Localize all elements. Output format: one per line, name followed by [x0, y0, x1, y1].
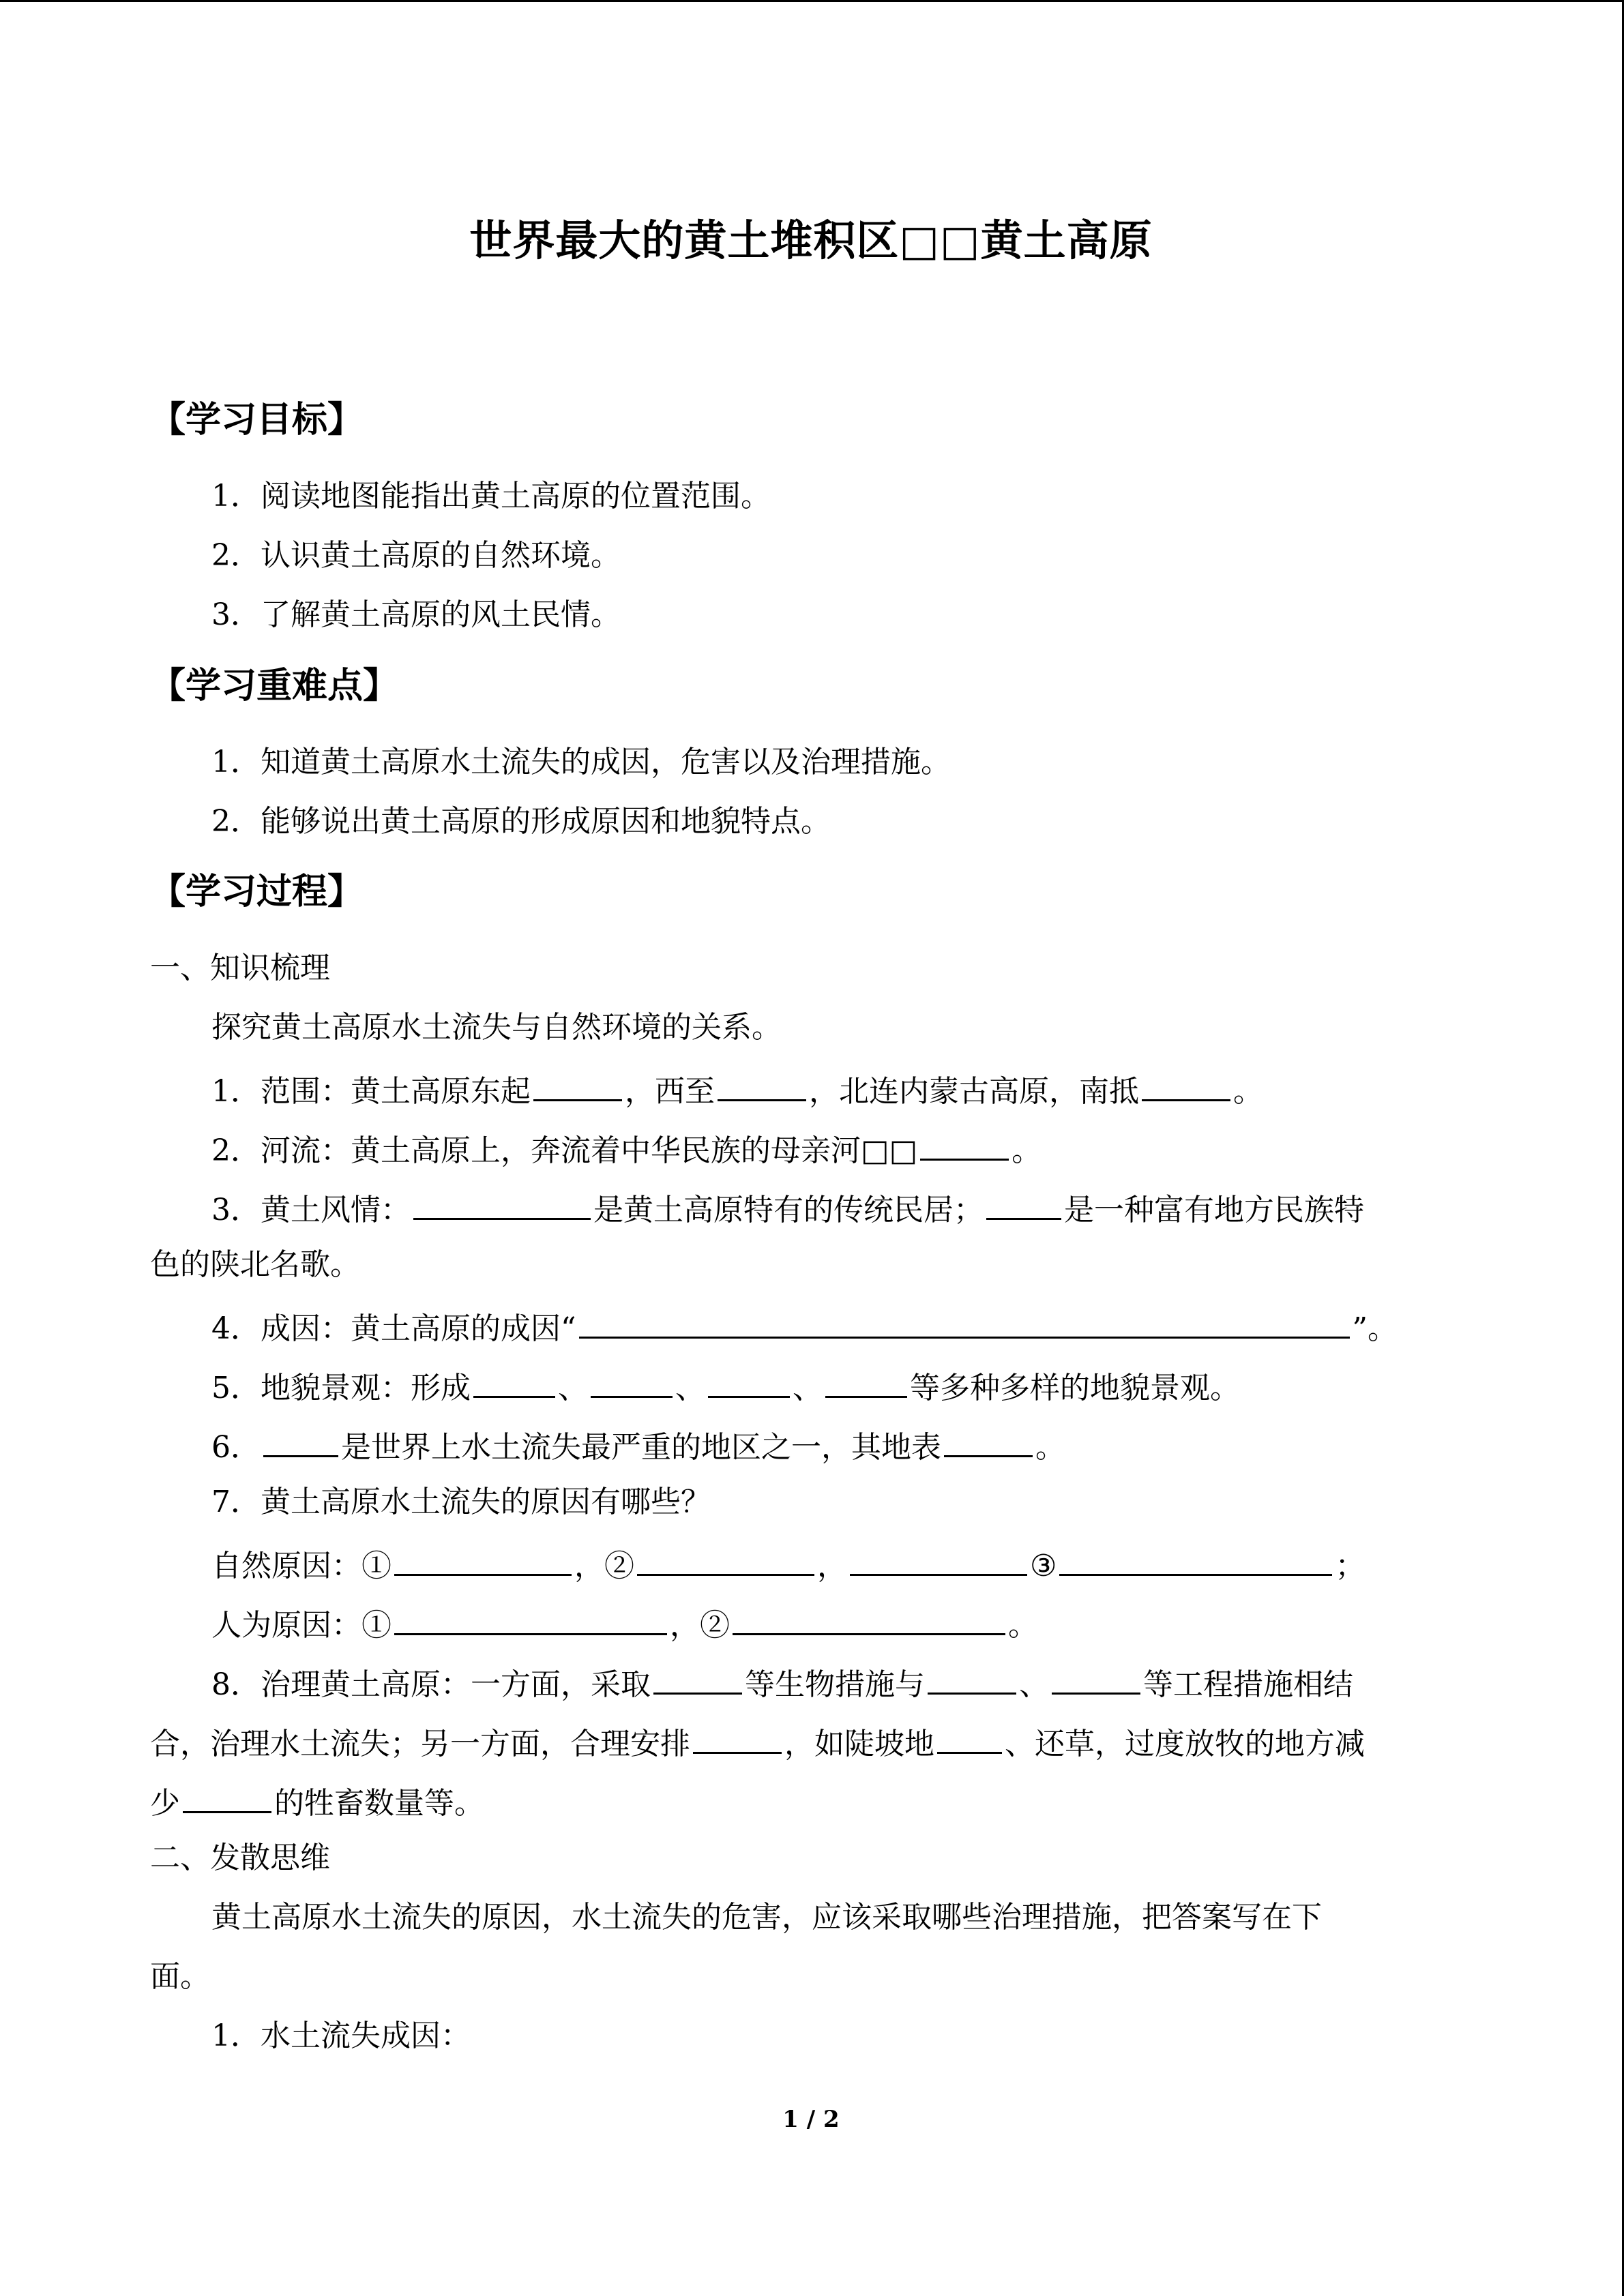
q1-text-b: ，西至 — [625, 1074, 715, 1109]
q5-blank-4[interactable] — [825, 1363, 907, 1398]
q5-blank-1[interactable] — [473, 1363, 555, 1398]
q3-blank-song[interactable] — [986, 1185, 1061, 1220]
goal-item-3: 3．了解黄土高原的风土民情。 — [211, 597, 621, 632]
question-8-cont-2 — [150, 1778, 1472, 1824]
q6-text-c: 。 — [1035, 1430, 1065, 1465]
q3-text-c: 是一种富有地方民族特 — [1064, 1193, 1364, 1227]
q1-text-a: 1．范围：黄土高原东起 — [211, 1074, 531, 1109]
part2-text-1: 黄土高原水土流失的原因，水土流失的危害，应该采取哪些治理措施，把答案写在下 — [211, 1900, 1322, 1935]
natural-causes — [211, 1541, 1472, 1587]
q6-text-a: 6． — [211, 1430, 261, 1465]
natural-text-c: ， — [817, 1549, 847, 1583]
natural-text-b: ，② — [574, 1549, 634, 1583]
question-8 — [211, 1660, 1472, 1705]
q3-text-a: 3．黄土风情： — [211, 1193, 411, 1227]
q3-text-b: 是黄土高原特有的传统民居； — [593, 1193, 984, 1227]
section-heading-goals: 【学习目标】 — [150, 399, 364, 441]
human-text-b: ，② — [670, 1608, 730, 1643]
question-6 — [211, 1422, 1472, 1468]
q5-sep-2: 、 — [675, 1371, 705, 1405]
question-3 — [211, 1185, 1472, 1231]
natural-text-e: ； — [1335, 1549, 1365, 1583]
q8-blank-livestock[interactable] — [183, 1778, 271, 1813]
q2-text-b: 。 — [1012, 1133, 1042, 1168]
question-7: 7．黄土高原水土流失的原因有哪些？ — [211, 1485, 711, 1519]
part2-title: 二、发散思维 — [150, 1840, 330, 1875]
q5-blank-3[interactable] — [708, 1363, 790, 1398]
human-blank-1[interactable] — [394, 1600, 667, 1635]
q5-sep-3: 、 — [793, 1371, 823, 1405]
q8-text-g: 、还草，过度放牧的地方减 — [1005, 1727, 1365, 1761]
q6-blank-region[interactable] — [263, 1422, 338, 1457]
page-title: 世界最大的黄土堆积区□□黄土高原 — [469, 215, 1153, 265]
q8-blank-bio[interactable] — [653, 1660, 742, 1695]
section-heading-process: 【学习过程】 — [150, 871, 364, 912]
q8-blank-eng-1[interactable] — [928, 1660, 1016, 1695]
natural-blank-4[interactable] — [1059, 1541, 1332, 1576]
q5-text-b: 等多种多样的地貌景观。 — [910, 1371, 1240, 1405]
q8-text-h: 少 — [150, 1786, 180, 1821]
natural-blank-1[interactable] — [394, 1541, 572, 1576]
section-heading-key-points: 【学习重难点】 — [150, 665, 399, 706]
question-2 — [211, 1126, 1472, 1172]
q8-text-f: ，如陡坡地 — [784, 1727, 934, 1761]
key-point-item-2: 2．能够说出黄土高原的形成原因和地貌特点。 — [211, 804, 831, 839]
q8-text-e: 合，治理水土流失；另一方面，合理安排 — [150, 1727, 690, 1761]
goal-item-2: 2．认识黄土高原的自然环境。 — [211, 538, 621, 573]
human-causes — [211, 1600, 1472, 1646]
human-text-a: 人为原因：① — [211, 1608, 392, 1643]
q8-text-d: 等工程措施相结 — [1143, 1667, 1353, 1702]
natural-blank-2[interactable] — [637, 1541, 814, 1576]
question-8-cont-1 — [150, 1719, 1472, 1765]
q1-blank-east[interactable] — [533, 1067, 622, 1101]
key-point-item-1: 1．知道黄土高原水土流失的成因，危害以及治理措施。 — [211, 745, 951, 779]
question-3-cont: 色的陕北名歌。 — [150, 1247, 360, 1282]
q6-text-b: 是世界上水土流失最严重的地区之一，其地表 — [341, 1430, 941, 1465]
q2-text-a: 2．河流：黄土高原上，奔流着中华民族的母亲河□□ — [211, 1133, 918, 1168]
q4-blank-cause[interactable] — [579, 1304, 1350, 1339]
part1-intro: 探究黄土高原水土流失与自然环境的关系。 — [211, 1010, 782, 1045]
q8-text-c: 、 — [1019, 1667, 1049, 1702]
q1-blank-west[interactable] — [718, 1067, 806, 1101]
human-blank-2[interactable] — [733, 1600, 1005, 1635]
q8-blank-eng-2[interactable] — [1052, 1660, 1140, 1695]
q1-blank-south[interactable] — [1142, 1067, 1230, 1101]
q8-text-a: 8．治理黄土高原：一方面，采取 — [211, 1667, 651, 1702]
q5-blank-2[interactable] — [591, 1363, 673, 1398]
q1-text-c: ，北连内蒙古高原，南抵 — [809, 1074, 1139, 1109]
natural-text-d: ③ — [1030, 1549, 1057, 1583]
human-text-c: 。 — [1008, 1608, 1038, 1643]
q2-blank-river[interactable] — [920, 1126, 1009, 1161]
question-1 — [211, 1067, 1472, 1112]
q4-text-a: 4．成因：黄土高原的成因“ — [211, 1311, 576, 1346]
q5-sep-1: 、 — [558, 1371, 588, 1405]
q5-text-a: 5．地貌景观：形成 — [211, 1371, 471, 1405]
q4-text-b: ”。 — [1352, 1311, 1398, 1346]
natural-text-a: 自然原因：① — [211, 1549, 392, 1583]
question-4 — [211, 1304, 1472, 1350]
part2-text-2: 面。 — [150, 1959, 210, 1994]
q8-text-i: 的牲畜数量等。 — [274, 1786, 484, 1821]
q1-text-d: 。 — [1233, 1074, 1263, 1109]
part2-question-1: 1．水土流失成因： — [211, 2018, 471, 2053]
q8-text-b: 等生物措施与 — [745, 1667, 925, 1702]
q6-blank-surface[interactable] — [944, 1422, 1033, 1457]
goal-item-1: 1．阅读地图能指出黄土高原的位置范围。 — [211, 479, 771, 513]
natural-blank-3[interactable] — [850, 1541, 1027, 1576]
page-number: 1 / 2 — [782, 2106, 840, 2133]
q3-blank-dwelling[interactable] — [413, 1185, 591, 1220]
q8-blank-arrange[interactable] — [693, 1719, 782, 1754]
q8-blank-slope[interactable] — [937, 1719, 1002, 1754]
question-5 — [211, 1363, 1472, 1409]
part1-title: 一、知识梳理 — [150, 951, 330, 985]
